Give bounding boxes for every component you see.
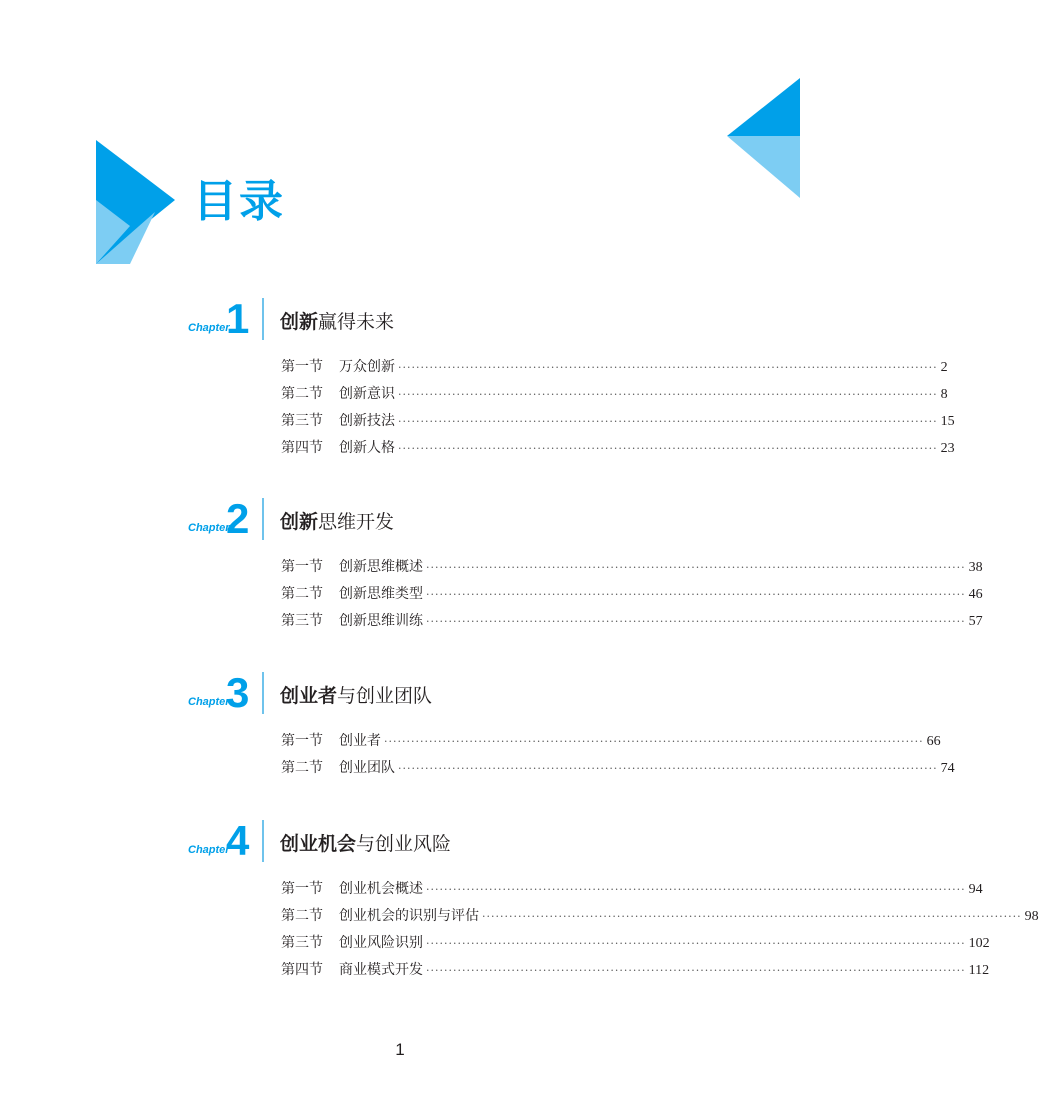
chapter-number: 1 bbox=[226, 295, 250, 342]
section-title: 创新人格 bbox=[339, 440, 395, 456]
dot-leader: ························································································································ bbox=[398, 442, 938, 455]
dot-leader: ························································································································ bbox=[384, 735, 924, 748]
dot-leader: ························································································································ bbox=[482, 910, 1022, 923]
chapter-number: 3 bbox=[226, 669, 250, 716]
section-title: 创业机会的识别与评估 bbox=[339, 908, 479, 924]
page-ref: 98 bbox=[1024, 909, 1039, 924]
section-title: 创业风险识别 bbox=[339, 935, 423, 951]
chapter-entries-3 bbox=[281, 728, 955, 782]
section-label: 第四节 bbox=[281, 962, 323, 978]
chapter-title-bold: 创新 bbox=[280, 511, 319, 533]
chapter-label: Chapter bbox=[188, 322, 230, 334]
toc-entry[interactable] bbox=[281, 581, 983, 608]
section-label: 第四节 bbox=[281, 440, 323, 456]
toc-entry[interactable] bbox=[281, 876, 983, 903]
section-label: 第一节 bbox=[281, 359, 323, 375]
chapter-title bbox=[280, 507, 394, 534]
section-label: 第二节 bbox=[281, 386, 323, 402]
page-ref: 8 bbox=[940, 387, 948, 402]
chapter-divider bbox=[262, 820, 264, 862]
chapter-label: Chapter bbox=[188, 522, 230, 534]
section-title: 创新思维类型 bbox=[339, 586, 423, 602]
chapter-number: 4 bbox=[226, 817, 250, 864]
chapter-entries-1 bbox=[281, 354, 955, 462]
section-title: 创业者 bbox=[339, 733, 381, 749]
section-label: 第一节 bbox=[281, 733, 323, 749]
corner-triangle-light bbox=[727, 136, 800, 198]
dot-leader: ························································································································ bbox=[398, 388, 938, 401]
toc-entry[interactable] bbox=[281, 354, 948, 381]
toc-entry[interactable] bbox=[281, 381, 948, 408]
page-ref: 94 bbox=[968, 882, 983, 897]
page-number: 1 bbox=[395, 1040, 405, 1059]
toc-entry[interactable] bbox=[281, 930, 990, 957]
chapter-entries-4 bbox=[281, 876, 1039, 984]
section-title: 创新思维概述 bbox=[339, 559, 423, 575]
toc-entry[interactable] bbox=[281, 957, 990, 984]
page-ref: 74 bbox=[940, 761, 955, 776]
chapter-divider bbox=[262, 498, 264, 540]
chapter-title-rest: 赢得未来 bbox=[318, 311, 395, 333]
section-label: 第二节 bbox=[281, 586, 323, 602]
chevron-light bbox=[96, 212, 155, 264]
section-label: 第三节 bbox=[281, 613, 323, 629]
toc-entry[interactable] bbox=[281, 728, 941, 755]
dot-leader: ························································································································ bbox=[426, 937, 966, 950]
dot-leader: ························································································································ bbox=[426, 964, 966, 977]
section-title: 创新技法 bbox=[339, 413, 395, 429]
section-label: 第三节 bbox=[281, 935, 323, 951]
chapter-divider bbox=[262, 298, 264, 340]
page-ref: 102 bbox=[968, 936, 990, 951]
toc-entry[interactable] bbox=[281, 903, 1039, 930]
page-ref: 38 bbox=[968, 560, 983, 575]
page-ref: 66 bbox=[926, 734, 941, 749]
chapter-title bbox=[280, 307, 394, 334]
corner-triangle-dark bbox=[727, 78, 800, 136]
chapter-label: Chapter bbox=[188, 696, 230, 708]
chapter-title-rest: 与创业团队 bbox=[337, 685, 433, 707]
chapter-title-bold: 创新 bbox=[280, 311, 319, 333]
page-title: 目录 bbox=[193, 176, 285, 227]
section-label: 第一节 bbox=[281, 881, 323, 897]
section-title: 创新思维训练 bbox=[339, 613, 423, 629]
page-ref: 15 bbox=[940, 414, 955, 429]
chapter-title-bold: 创业机会 bbox=[280, 833, 357, 855]
chapter-title-rest: 思维开发 bbox=[318, 511, 395, 533]
section-title: 创业团队 bbox=[339, 760, 395, 776]
section-label: 第三节 bbox=[281, 413, 323, 429]
dot-leader: ························································································································ bbox=[398, 415, 938, 428]
toc-entry[interactable] bbox=[281, 608, 983, 635]
page-ref: 46 bbox=[968, 587, 983, 602]
dot-leader: ························································································································ bbox=[426, 883, 966, 896]
section-title: 创新意识 bbox=[339, 386, 395, 402]
page-ref: 2 bbox=[940, 360, 948, 375]
toc-entry[interactable] bbox=[281, 755, 955, 782]
dot-leader: ························································································································ bbox=[426, 561, 966, 574]
chapter-title bbox=[280, 681, 432, 708]
dot-leader: ························································································································ bbox=[398, 361, 938, 374]
page-ref: 112 bbox=[968, 963, 990, 978]
dot-leader: ························································································································ bbox=[426, 588, 966, 601]
chapter-divider bbox=[262, 672, 264, 714]
dot-leader: ························································································································ bbox=[426, 615, 966, 628]
chapter-title-bold: 创业者 bbox=[280, 685, 338, 707]
chevron-light-inner bbox=[96, 200, 130, 264]
section-title: 万众创新 bbox=[339, 359, 395, 375]
section-title: 创业机会概述 bbox=[339, 881, 423, 897]
chevron-dark bbox=[96, 140, 175, 264]
chapter-label: Chapter bbox=[188, 844, 230, 856]
toc-entry[interactable] bbox=[281, 554, 983, 581]
dot-leader: ························································································································ bbox=[398, 762, 938, 775]
toc-entry[interactable] bbox=[281, 435, 955, 462]
page-ref: 23 bbox=[940, 441, 955, 456]
chapter-number: 2 bbox=[226, 495, 250, 542]
page-ref: 57 bbox=[968, 614, 983, 629]
section-label: 第二节 bbox=[281, 760, 323, 776]
chapter-title-rest: 与创业风险 bbox=[356, 833, 452, 855]
section-label: 第二节 bbox=[281, 908, 323, 924]
chapter-entries-2 bbox=[281, 554, 983, 635]
section-title: 商业模式开发 bbox=[339, 962, 423, 978]
section-label: 第一节 bbox=[281, 559, 323, 575]
chapter-title bbox=[280, 829, 451, 856]
toc-entry[interactable] bbox=[281, 408, 955, 435]
